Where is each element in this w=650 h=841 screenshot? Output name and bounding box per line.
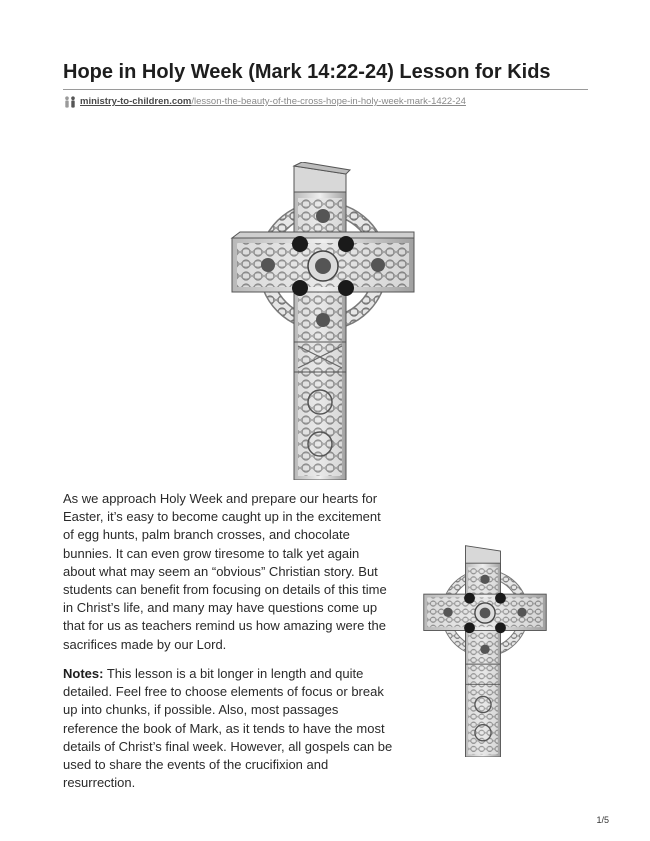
celtic-cross-image <box>228 162 418 480</box>
notes-paragraph <box>63 665 395 792</box>
source-path-link[interactable]: /lesson-the-beauty-of-the-cross-hope-in-holy-week-mark-1422-24 <box>191 96 466 107</box>
source-line <box>63 95 466 109</box>
title-divider <box>63 89 588 90</box>
page-number: 1/5 <box>596 815 609 825</box>
people-icon <box>63 96 77 108</box>
source-domain-link[interactable]: ministry-to-children.com <box>80 96 192 107</box>
notes-label: Notes: <box>63 666 104 681</box>
notes-text: This lesson is a bit longer in length and quite detailed. Feel free to choose elements of focus or break up into chunks, if possible. Also, most passages reference the book of Mark, as it tends to have the most details of Christ’s final week. However, all gospels can be used to share the events of the crucifixion and resurrection. <box>63 666 393 791</box>
page-title: Hope in Holy Week (Mark 14:22-24) Lesson for Kids <box>63 61 551 83</box>
intro-paragraph: As we approach Holy Week and prepare our hearts for Easter, it’s easy to become caught up in the excitement of egg hunts, palm branch crosses, and chocolate bunnies. It can even grow tiresome to talk yet again about what may seem an “obvious” Christian story. But students can benefit from focusing on details of this time in Christ’s life, and many may have questions come up that for us as teachers remind us how amazing were the sacrifices made by our Lord. <box>63 491 387 652</box>
celtic-cross-side-image <box>420 543 550 757</box>
